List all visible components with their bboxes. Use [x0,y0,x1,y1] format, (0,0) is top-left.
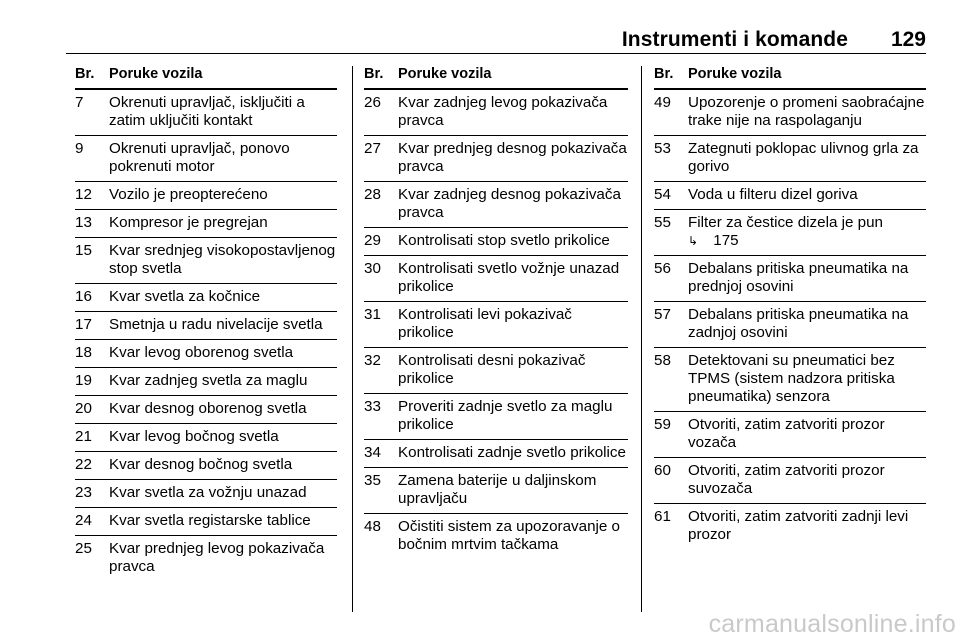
header-message: Poruke vozila [109,66,203,82]
message-number: 55 [654,214,671,231]
header-rule [66,53,926,55]
message-label: Kvar prednjeg desnog pokazivača pravca [398,140,627,175]
message-label: Kvar zadnjeg desnog pokazivača pravca [398,186,621,221]
message-text [688,260,926,296]
table-row [654,412,926,458]
message-text [398,306,628,342]
message-text [109,186,337,204]
table-row [364,302,628,348]
message-number: 19 [75,372,92,389]
message-number: 24 [75,512,92,529]
message-number: 34 [364,444,381,461]
message-number: 12 [75,186,92,203]
message-label: Zamena baterije u daljinskom upravljaču [398,472,597,507]
message-text [398,186,628,222]
table-row [75,368,337,396]
watermark: carmanualsonline.info [708,610,956,638]
table-row [75,424,337,452]
header-number: Br. [75,66,95,82]
message-text [109,288,337,306]
message-label: Otvoriti, zatim zatvoriti zadnji levi prozor [688,508,909,543]
message-number: 61 [654,508,671,525]
message-label: Očistiti sistem za upozoravanje o bočnim mrtvim tačkama [398,518,620,553]
table-row [654,256,926,302]
message-text [109,540,337,576]
message-number: 9 [75,140,84,157]
message-number: 16 [75,288,92,305]
table-row [364,440,628,468]
table-row [75,284,337,312]
message-number: 48 [364,518,381,535]
message-number: 59 [654,416,671,433]
message-table-column-2 [364,66,628,559]
table-row [75,136,337,182]
table-header [364,66,628,90]
message-label: Kvar svetla registarske tablice [109,512,311,529]
header-number: Br. [364,66,384,82]
message-number: 26 [364,94,381,111]
message-text [109,344,337,362]
table-row [654,302,926,348]
message-label: Voda u filteru dizel goriva [688,186,858,203]
message-number: 7 [75,94,84,111]
table-row [654,136,926,182]
message-number: 60 [654,462,671,479]
column-divider [352,66,353,612]
table-row [364,182,628,228]
message-label: Filter za čestice dizela je pun [688,214,883,231]
message-label: Kvar svetla za kočnice [109,288,261,305]
message-text [109,316,337,334]
message-number: 17 [75,316,92,333]
message-label: Kompresor je pregrejan [109,214,268,231]
message-text [688,140,926,176]
message-number: 35 [364,472,381,489]
message-label: Kvar levog bočnog svetla [109,428,279,445]
message-text [398,352,628,388]
message-label: Upozorenje o promeni saobraćajne trake nije na raspolaganju [688,94,925,129]
message-text [688,94,926,130]
table-row [654,348,926,412]
table-row [75,90,337,136]
message-label: Otvoriti, zatim zatvoriti prozor suvozača [688,462,885,497]
message-number: 33 [364,398,381,415]
table-row [654,90,926,136]
message-text [109,214,337,232]
message-text [109,512,337,530]
message-text [398,94,628,130]
page-reference-number: 175 [698,232,739,249]
message-text [688,214,926,250]
message-label: Kvar levog oborenog svetla [109,344,294,361]
table-row [75,182,337,210]
table-row [654,210,926,256]
message-label: Kontrolisati svetlo vožnje unazad prikolice [398,260,620,295]
message-text [688,306,926,342]
header-number: Br. [654,66,674,82]
message-label: Proveriti zadnje svetlo za maglu prikolice [398,398,613,433]
message-label: Debalans pritiska pneumatika na zadnjoj osovini [688,306,909,341]
message-number: 29 [364,232,381,249]
message-label: Kontrolisati stop svetlo prikolice [398,232,610,249]
message-number: 28 [364,186,381,203]
table-row [654,458,926,504]
message-label: Vozilo je preopterećeno [109,186,268,203]
table-row [364,228,628,256]
table-row [364,90,628,136]
message-number: 30 [364,260,381,277]
message-text [398,232,628,250]
message-text [688,186,926,204]
message-number: 22 [75,456,92,473]
header-message: Poruke vozila [688,66,782,82]
table-row [75,312,337,340]
message-number: 53 [654,140,671,157]
table-row [75,396,337,424]
message-text [109,428,337,446]
page-reference-arrow-icon: ↳ [688,234,699,248]
message-number: 32 [364,352,381,369]
message-text [688,416,926,452]
message-text [109,140,337,176]
message-text [109,242,337,278]
message-number: 57 [654,306,671,323]
message-label: Kvar zadnjeg svetla za maglu [109,372,308,389]
message-number: 25 [75,540,92,557]
message-text [398,398,628,434]
message-number: 20 [75,400,92,417]
table-row [75,452,337,480]
message-label: Kvar desnog bočnog svetla [109,456,293,473]
table-row [75,508,337,536]
message-text [688,352,926,406]
table-row [654,182,926,210]
message-number: 13 [75,214,92,231]
table-row [364,468,628,514]
table-row [364,514,628,559]
message-number: 54 [654,186,671,203]
table-row [75,210,337,238]
table-row [364,348,628,394]
message-text [109,94,337,130]
table-row [364,394,628,440]
message-number: 18 [75,344,92,361]
message-label: Detektovani su pneumatici bez TPMS (sistem nadzora pritiska pneumatika) senzora [688,352,895,405]
message-label: Kvar svetla za vožnju unazad [109,484,307,501]
message-number: 23 [75,484,92,501]
message-text [398,518,628,554]
message-text [109,400,337,418]
message-label: Kvar desnog oborenog svetla [109,400,307,417]
message-label: Debalans pritiska pneumatika na prednjoj osovini [688,260,909,295]
message-label: Kontrolisati levi pokazivač prikolice [398,306,572,341]
table-header [654,66,926,90]
message-text [398,444,628,462]
message-text [109,372,337,390]
page-title: Instrumenti i komande [621,28,848,51]
header-message: Poruke vozila [398,66,492,82]
message-label: Kontrolisati desni pokazivač prikolice [398,352,586,387]
table-row [75,480,337,508]
message-label: Smetnja u radu nivelacije svetla [109,316,323,333]
table-row [75,340,337,368]
page-reference-link[interactable] [688,232,739,249]
message-text [688,508,926,544]
message-label: Zategnuti poklopac ulivnog grla za gorivo [688,140,919,175]
table-row [364,136,628,182]
message-label: Otvoriti, zatim zatvoriti prozor vozača [688,416,885,451]
message-label: Kvar prednjeg levog pokazivača pravca [109,540,325,575]
message-text [398,140,628,176]
message-text [398,260,628,296]
message-number: 15 [75,242,92,259]
message-table-column-1 [75,66,337,581]
message-text [109,456,337,474]
message-number: 49 [654,94,671,111]
message-number: 21 [75,428,92,445]
message-label: Okrenuti upravljač, isključiti a zatim uključiti kontakt [109,94,305,129]
message-number: 56 [654,260,671,277]
message-number: 31 [364,306,381,323]
message-number: 27 [364,140,381,157]
table-row [75,536,337,581]
column-divider [641,66,642,612]
page-header [66,18,926,54]
message-label: Okrenuti upravljač, ponovo pokrenuti motor [109,140,290,175]
message-text [688,462,926,498]
message-table-column-3 [654,66,926,549]
table-header [75,66,337,90]
message-number: 58 [654,352,671,369]
message-text [398,472,628,508]
message-text [109,484,337,502]
table-row [654,504,926,549]
table-row [364,256,628,302]
message-label: Kvar zadnjeg levog pokazivača pravca [398,94,608,129]
table-row [75,238,337,284]
message-label: Kontrolisati zadnje svetlo prikolice [398,444,626,461]
message-label: Kvar srednjeg visokopostavljenog stop svetla [109,242,336,277]
page-number: 129 [890,28,926,51]
